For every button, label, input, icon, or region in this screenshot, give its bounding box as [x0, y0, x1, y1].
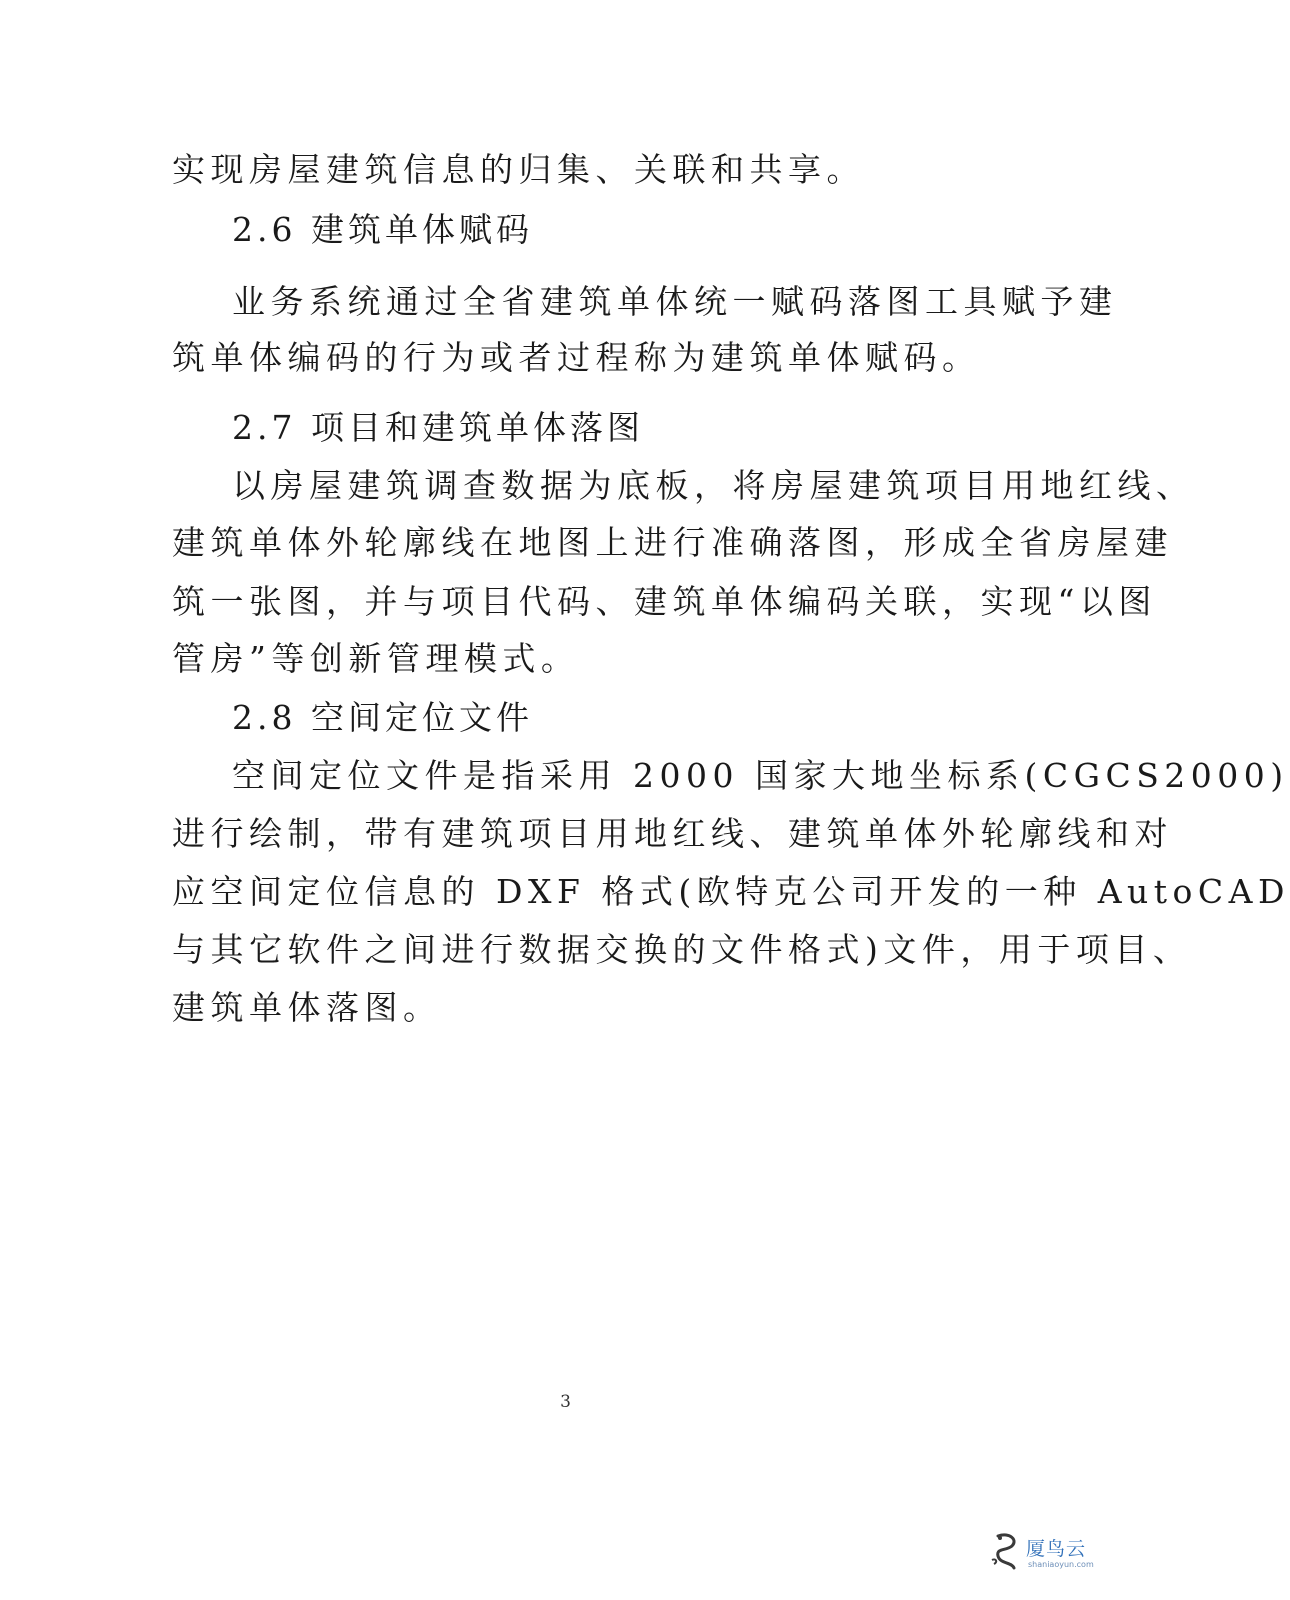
text-line: 建筑单体外轮廓线在地图上进行准确落图，形成全省房屋建 [172, 523, 1173, 562]
text-line: 建筑单体落图。 [172, 988, 442, 1027]
page-number: 3 [560, 1392, 571, 1412]
watermark-brand: 厦鸟云 [1026, 1538, 1087, 1560]
text-line: 实现房屋建筑信息的归集、关联和共享。 [172, 150, 865, 189]
text-line: 业务系统通过全省建筑单体统一赋码落图工具赋予建 [232, 282, 1118, 321]
section-heading-2-8: 2.8 空间定位文件 [232, 698, 533, 737]
text-line: 应空间定位信息的 DXF 格式(欧特克公司开发的一种 AutoCAD [172, 872, 1290, 911]
section-heading-2-7: 2.7 项目和建筑单体落图 [232, 408, 644, 447]
text-line: 管房”等创新管理模式。 [172, 639, 580, 678]
section-heading-2-6: 2.6 建筑单体赋码 [232, 210, 533, 249]
text-line: 进行绘制，带有建筑项目用地红线、建筑单体外轮廓线和对 [172, 814, 1173, 853]
watermark [988, 1528, 1093, 1578]
text-line: 与其它软件之间进行数据交换的文件格式)文件，用于项目、 [172, 930, 1192, 969]
text-line: 以房屋建筑调查数据为底板，将房屋建筑项目用地红线、 [232, 466, 1195, 505]
watermark-site: shaniaoyun.com [1028, 1560, 1094, 1569]
text-line: 筑单体编码的行为或者过程称为建筑单体赋码。 [172, 338, 981, 377]
bird-logo-icon [988, 1530, 1022, 1572]
text-line: 空间定位文件是指采用 2000 国家大地坐标系(CGCS2000) [232, 756, 1289, 795]
text-line: 筑一张图，并与项目代码、建筑单体编码关联，实现“以图 [172, 582, 1157, 621]
